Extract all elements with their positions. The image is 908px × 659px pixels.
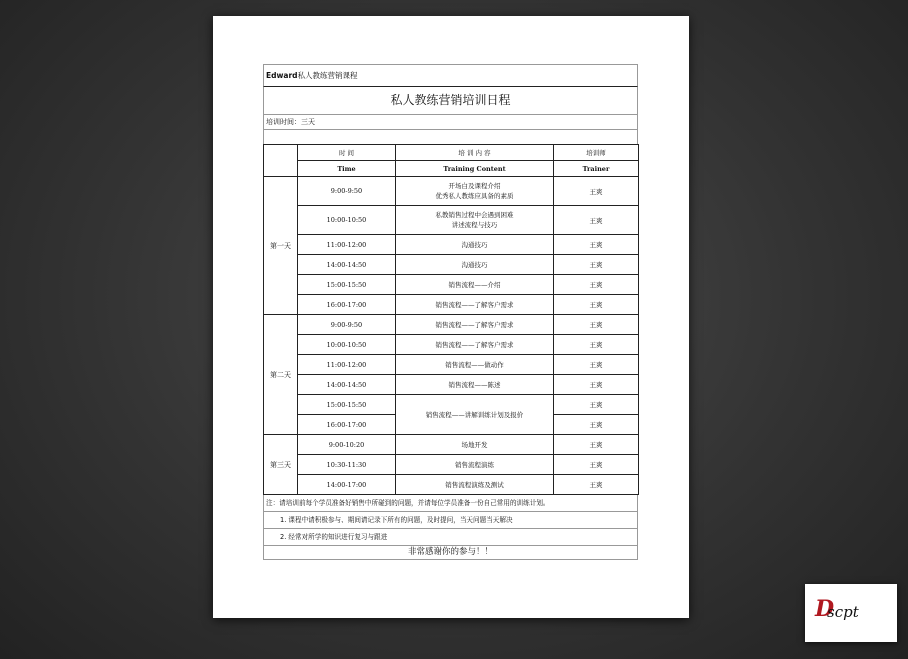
header-row-en: [264, 161, 639, 177]
session-trainer: 王爽: [554, 475, 639, 495]
session-content: 销售流程演练及测试: [396, 475, 554, 495]
schedule-document: [263, 64, 638, 560]
session-trainer: 王爽: [554, 235, 639, 255]
session-trainer: 王爽: [554, 255, 639, 275]
session-trainer: 王爽: [554, 295, 639, 315]
session-time: 14:00-14:50: [298, 255, 396, 275]
table-row: [264, 315, 639, 335]
table-row: [264, 355, 639, 375]
session-time: 10:30-11:30: [298, 455, 396, 475]
session-trainer: 王爽: [554, 395, 639, 415]
content-line: 开场白及课程介绍: [448, 182, 501, 190]
note-text: 注：请培训前每个学员准备好销售中所碰到的问题，并请每位学员准备一份自己常用的训练计划。: [263, 495, 638, 512]
table-row: [264, 475, 639, 495]
header-time-zh: 时 间: [298, 145, 396, 161]
session-content: [396, 177, 554, 206]
thanks-text: 非常感谢你的参与！！: [263, 546, 638, 560]
session-trainer: 王爽: [554, 206, 639, 235]
header-row-zh: [264, 145, 639, 161]
session-content: 场地开发: [396, 435, 554, 455]
session-time: 16:00-17:00: [298, 415, 396, 435]
session-content: 销售流程——了解客户需求: [396, 315, 554, 335]
session-time: 10:00-10:50: [298, 206, 396, 235]
table-row: [264, 435, 639, 455]
session-content: 销售流程——讲解训练计划及报价: [396, 395, 554, 435]
logo-initial: D: [815, 596, 835, 622]
table-row: [264, 335, 639, 355]
session-trainer: 王爽: [554, 315, 639, 335]
day-label: 第一天: [264, 177, 298, 315]
session-content: 沟通技巧: [396, 235, 554, 255]
logo-text: scpt: [827, 603, 859, 621]
table-row: [264, 455, 639, 475]
session-trainer: 王爽: [554, 177, 639, 206]
session-content: 销售流程——了解客户需求: [396, 295, 554, 315]
header-content-zh: 培 训 内 容: [396, 145, 554, 161]
training-duration: 培训时间：三天: [263, 115, 638, 130]
content-line: 讲述流程与技巧: [451, 221, 498, 229]
session-trainer: 王爽: [554, 335, 639, 355]
table-row: [264, 177, 639, 206]
note-point: 1. 课程中请积极参与、期间请记录下所有的问题，及时提问，当天问题当天解决: [263, 512, 638, 529]
table-row: [264, 255, 639, 275]
session-time: 14:00-14:50: [298, 375, 396, 395]
session-trainer: 王爽: [554, 415, 639, 435]
note-point: 2. 经常对所学的知识进行复习与跟进: [263, 529, 638, 546]
document-page: [213, 16, 689, 618]
session-time: 14:00-17:00: [298, 475, 396, 495]
spacer-row: [263, 130, 638, 144]
header-cell-empty: [264, 145, 298, 177]
logo-mark: [811, 591, 891, 635]
table-row: [264, 375, 639, 395]
session-time: 9:00-9:50: [298, 315, 396, 335]
header-trainer-zh: 培训师: [554, 145, 639, 161]
session-trainer: 王爽: [554, 375, 639, 395]
header-time-en: Time: [298, 161, 396, 177]
session-trainer: 王爽: [554, 355, 639, 375]
header-trainer-en: Trainer: [554, 161, 639, 177]
session-trainer: 王爽: [554, 435, 639, 455]
session-time: 10:00-10:50: [298, 335, 396, 355]
table-row: [264, 206, 639, 235]
header-title: 私人教练营销课程: [297, 71, 358, 80]
session-content: 沟通技巧: [396, 255, 554, 275]
session-time: 11:00-12:00: [298, 355, 396, 375]
session-trainer: 王爽: [554, 275, 639, 295]
session-time: 15:00-15:50: [298, 275, 396, 295]
session-time: 9:00-10:20: [298, 435, 396, 455]
session-content: 销售流程——做动作: [396, 355, 554, 375]
session-time: 16:00-17:00: [298, 295, 396, 315]
table-row: [264, 295, 639, 315]
day-label: 第三天: [264, 435, 298, 495]
session-trainer: 王爽: [554, 455, 639, 475]
content-line: 私教销售过程中会遇到困难: [435, 211, 514, 219]
document-title: 私人教练营销培训日程: [263, 87, 638, 115]
table-row: [264, 235, 639, 255]
session-time: 9:00-9:50: [298, 177, 396, 206]
session-content: 销售流程演练: [396, 455, 554, 475]
header-brand: Edward: [266, 71, 298, 80]
document-header: [263, 64, 638, 87]
session-time: 11:00-12:00: [298, 235, 396, 255]
brand-logo: [805, 584, 897, 642]
session-content: 销售流程——陈述: [396, 375, 554, 395]
table-row: [264, 275, 639, 295]
table-row: [264, 395, 639, 415]
session-content: 销售流程——介绍: [396, 275, 554, 295]
session-content: [396, 206, 554, 235]
session-time: 15:00-15:50: [298, 395, 396, 415]
day-label: 第二天: [264, 315, 298, 435]
content-line: 优秀私人教练应具备的素质: [435, 192, 514, 200]
schedule-table: [263, 144, 639, 495]
session-content: 销售流程——了解客户需求: [396, 335, 554, 355]
header-content-en: Training Content: [396, 161, 554, 177]
